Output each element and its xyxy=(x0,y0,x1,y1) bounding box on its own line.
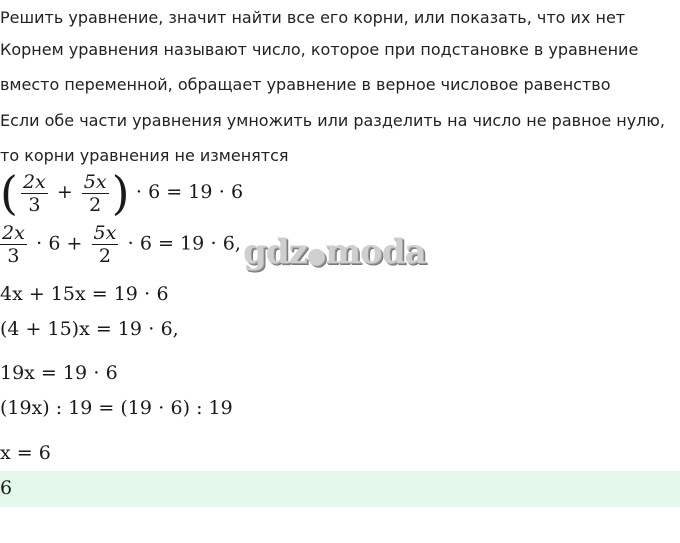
theory-line: вместо переменной, обращает уравнение в верное числовое равенство xyxy=(0,75,611,94)
answer-box xyxy=(0,471,680,507)
answer-value: 6 xyxy=(0,477,13,499)
fraction: $\frac{2x}{3}$ xyxy=(22,170,46,216)
solution-step-4: (4 + 15)x = 19 ⋅ 6, xyxy=(0,318,179,340)
solution-step-7: x = 6 xyxy=(0,442,51,464)
fraction: $\frac{5x}{2}$ xyxy=(83,170,107,216)
theory-line: Решить уравнение, значит найти все его корни, или показать, что их нет xyxy=(0,8,626,27)
theory-line: то корни уравнения не изменятся xyxy=(0,146,289,165)
fraction: $\frac{2x}{3}$ xyxy=(2,222,25,267)
theory-line: Если обе части уравнения умножить или разделить на число не равное нулю, xyxy=(0,111,665,130)
solution-step-1: ( $\frac{2x}{3}$ + $\frac{5x}{2}$ ) ⋅ 6 = 19 ⋅ 6 xyxy=(0,166,244,220)
solution-step-2: $\frac{2x}{3}$ ⋅ 6 + $\frac{5x}{2}$ ⋅ 6 = 19 ⋅ 6, xyxy=(2,222,241,267)
watermark-logo: gdz●moda xyxy=(243,232,426,272)
solution-step-3: 4x + 15x = 19 ⋅ 6 xyxy=(0,283,169,305)
solution-step-6: (19x) : 19 = (19 ⋅ 6) : 19 xyxy=(0,397,233,419)
solution-step-5: 19x = 19 ⋅ 6 xyxy=(0,362,118,384)
fraction: $\frac{5x}{2}$ xyxy=(93,222,117,267)
theory-line: Корнем уравнения называют число, которое при подстановке в уравнение xyxy=(0,40,639,59)
